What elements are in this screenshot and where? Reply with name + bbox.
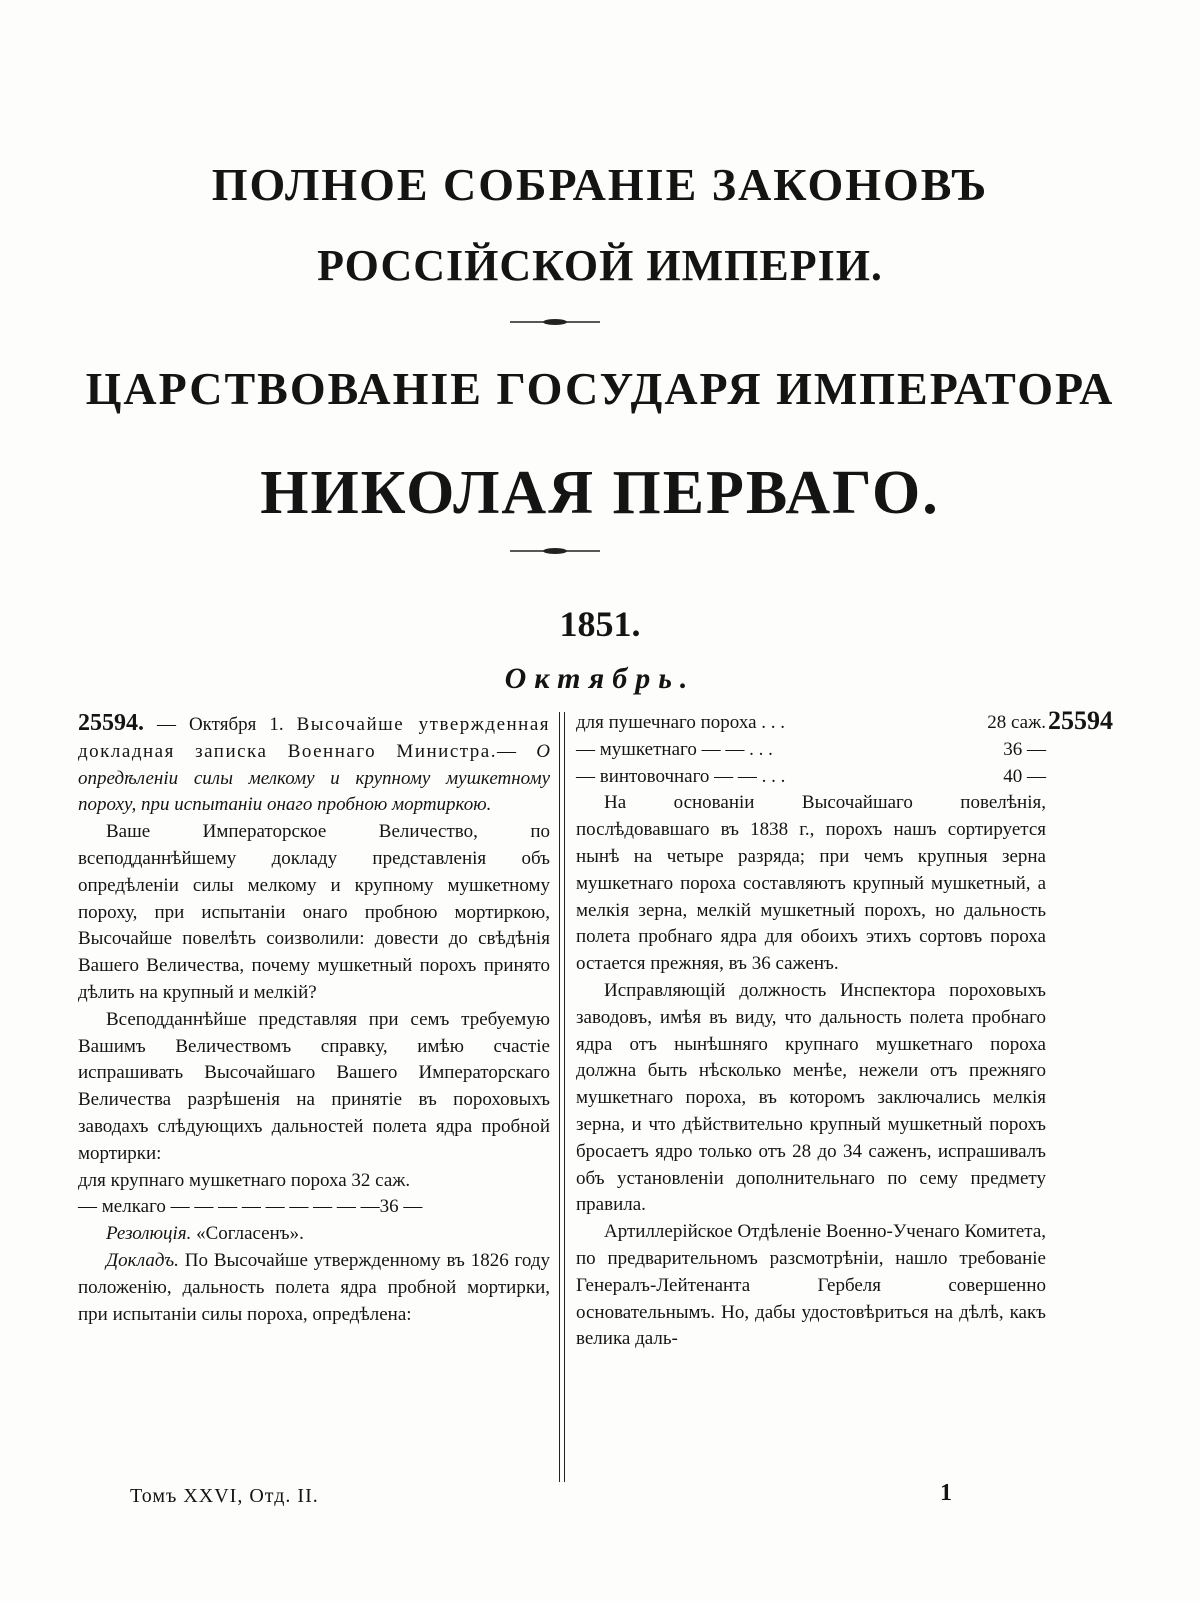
row-value: 36 —	[1003, 738, 1046, 760]
report-text: По Высочайше утвержденному въ 1826 году положенію, дальность полета ядра пробной мортирки, при испытаніи силы пороха, опредѣлена:	[78, 1249, 551, 1325]
distance-table-row	[576, 764, 1046, 791]
law-number: 25594.	[78, 710, 144, 736]
left-column	[78, 710, 550, 1328]
resolution	[78, 1221, 550, 1248]
row-label: для пушечнаго пороха . . .	[576, 712, 785, 733]
row-label: — винтовочнаго — — . . .	[576, 765, 786, 787]
paragraph: Ваше Императорское Величество, по всеподданнѣйшему докладу представленія объ опредѣленіи силы мелкому и крупному мушкетному пороху, при испытаніи онаго пробною мортиркою, Высочайше повелѣть соизволили: довести до свѣдѣнія Вашего Величества, почему мушкетный порохъ принято дѣлить на крупный и мелкій?	[78, 821, 550, 1003]
law-entry	[78, 710, 550, 819]
resolution-text: «Согласенъ».	[196, 1223, 304, 1245]
law-heading: Высочайше утвержденная докладная записка Военнаго Министра.—	[78, 714, 551, 762]
column-rule	[559, 712, 565, 1482]
distance-table-row	[576, 737, 1046, 764]
paragraph: Исправляющій должность Инспектора пороховыхъ заводовъ, имѣя въ виду, что дальность полета пробнаго ядра отъ нынѣшняго крупнаго мушкетнаго пороха должна быть нѣсколько менѣе, нежели отъ прежняго мушкетнаго пороха, въ которомъ заключались мелкія зерна, и что дѣйствительно крупный мушкетный порохъ бросаетъ ядро только отъ 28 до 34 саженъ, испрашивалъ объ установленіи дополнительнаго по сему предмету правила.	[576, 979, 1046, 1216]
ornament-divider	[510, 546, 600, 556]
volume-signature: Томъ XXVI, Отд. II.	[130, 1485, 319, 1507]
reign-title: ЦАРСТВОВАНІЕ ГОСУДАРЯ ИМПЕРАТОРА	[85, 363, 1115, 414]
report	[78, 1248, 550, 1328]
report-label: Докладъ.	[106, 1249, 179, 1271]
emperor-name: НИКОЛАЯ ПЕРВАГО.	[260, 459, 940, 527]
paragraph: Всеподданнѣйше представляя при семъ требуемую Вашимъ Величествомъ справку, имѣю счастіе испрашивать Высочайшаго Вашего Императорскаго Величества разрѣшенія на принятіе въ пороховыхъ заводахъ слѣдующихъ дальностей полета ядра пробной мортирки:	[78, 1008, 550, 1164]
margin-law-number: 25594	[1048, 706, 1113, 735]
distance-table-row	[576, 710, 1046, 737]
month-heading: Октябрь.	[504, 662, 696, 695]
page-number: 1	[940, 1480, 952, 1506]
row-value: 28 саж.	[987, 712, 1046, 733]
empire-title: РОССІЙСКОЙ ИМПЕРІИ.	[317, 241, 883, 290]
resolution-label: Резолюція.	[106, 1223, 192, 1245]
row-label: — мушкетнаго — — . . .	[576, 738, 773, 760]
row-value: 40 —	[1003, 765, 1046, 787]
paragraph: На основаніи Высочайшаго повелѣнія, послѣдовавшаго въ 1838 г., порохъ нашъ сортируется нынѣ на четыре разряда; при чемъ крупныя зерна мушкетнаго пороха составляютъ крупный мушкетный, а мелкія зерна, мелкій мушкетный порохъ, но дальность полета пробнаго ядра для обоихъ этихъ сортовъ пороха остается прежняя, въ 36 саженъ.	[576, 792, 1046, 975]
ornament-divider	[510, 317, 600, 327]
law-subject: О опредѣленіи силы мелкому и крупному мушкетному пороху, при испытаніи онаго пробною мортиркою.	[78, 740, 550, 816]
distance-row: для крупнаго мушкетнаго пороха 32 саж.	[78, 1169, 411, 1191]
collection-title: ПОЛНОЕ СОБРАНІЕ ЗАКОНОВЪ	[211, 159, 989, 210]
law-date: — Октября 1.	[156, 714, 284, 735]
year-heading: 1851.	[559, 604, 641, 644]
paragraph: Артиллерійское Отдѣленіе Военно-Ученаго Комитета, по предварительномъ разсмотрѣніи, нашло требованіе Генералъ-Лейтенанта Гербеля совершенно основательнымъ. Но, дабы удостовѣриться на дѣлѣ, какъ велика даль-	[576, 1221, 1046, 1350]
right-column	[576, 710, 1046, 1353]
distance-row: — мелкаго — — — — — — — — —36 —	[78, 1196, 423, 1218]
